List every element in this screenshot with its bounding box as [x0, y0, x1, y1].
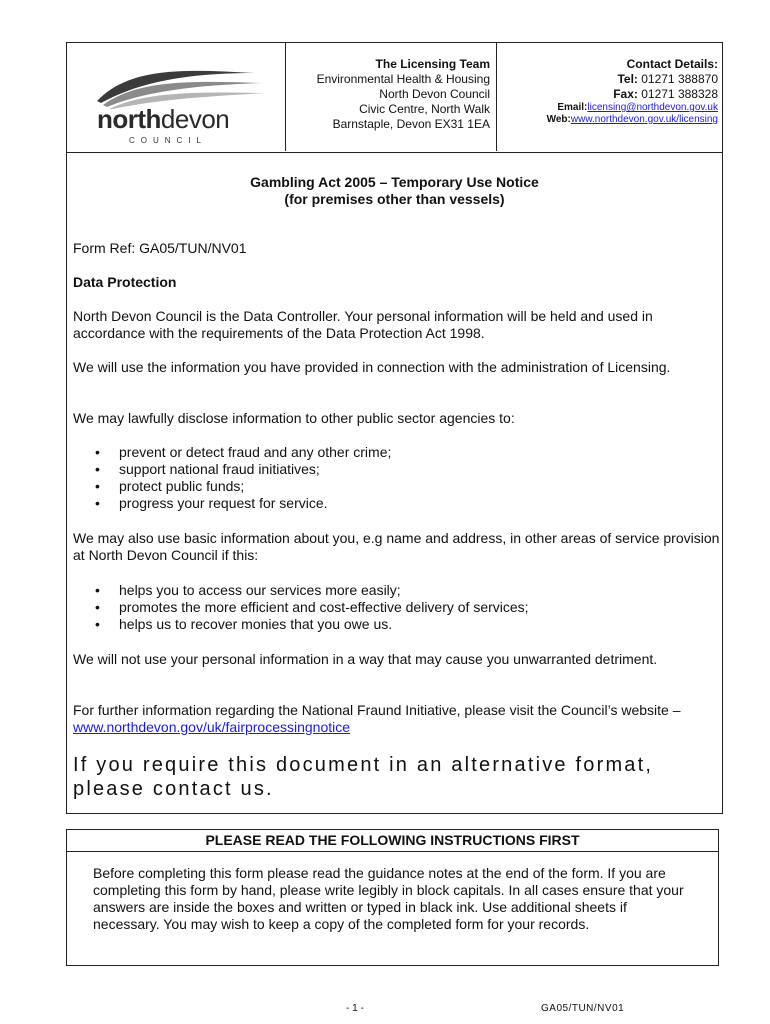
page-number: - 1 -	[346, 1003, 364, 1014]
list-item: • support national fraud initiatives;	[93, 461, 713, 478]
instructions-text: Before completing this form please read the guidance notes at the end of the form. If you are completing this form by hand, please write legibly in block capitals. In all cases ensure that your answers are inside the boxes and written or typed in black ink. Use additional sheets if necessary. You may wish to keep a copy of the completed form for your records.	[93, 865, 684, 932]
list-item: • prevent or detect fraud and any other crime;	[93, 444, 713, 461]
usage-list	[93, 582, 713, 633]
fair-processing-link[interactable]: www.northdevon.gov/uk/fairprocessingnotice	[73, 719, 351, 735]
logo-cell	[67, 43, 286, 151]
list-item: • protect public funds;	[93, 478, 713, 495]
form-ref: Form Ref: GA05/TUN/NV01	[73, 240, 247, 256]
instructions-heading: PLEASE READ THE FOLLOWING INSTRUCTIONS FIRST	[67, 830, 718, 852]
contact-heading: Contact Details:	[626, 57, 718, 71]
paragraph: North Devon Council is the Data Controller. Your personal information will be held and used in accordance with the requirements of the Data Protection Act 1998.	[73, 308, 653, 341]
address-line: Civic Centre, North Walk	[359, 102, 490, 116]
contact-tel: Tel: 01271 388870	[617, 72, 718, 86]
footer-form-ref: GA05/TUN/NV01	[541, 1003, 625, 1014]
contact-email: Email:licensing@northdevon.gov.uk	[557, 102, 718, 113]
data-protection-heading: Data Protection	[73, 274, 177, 290]
logo-wordmark: northdevon	[97, 104, 230, 134]
form-title: Gambling Act 2005 – Temporary Use Notice (for premises other than vessels)	[250, 174, 539, 207]
email-link[interactable]: licensing@northdevon.gov.uk	[587, 102, 718, 113]
paragraph: We may lawfully disclose information to other public sector agencies to:	[73, 410, 515, 426]
letterhead	[67, 43, 722, 153]
paragraph: We will use the information you have provided in connection with the administration of Licensing.	[73, 359, 671, 375]
list-item: • promotes the more efficient and cost-effective delivery of services;	[93, 599, 713, 616]
web-link[interactable]: www.northdevon.gov.uk/licensing	[570, 114, 718, 125]
address-line: North Devon Council	[379, 87, 490, 101]
contact-details	[497, 43, 722, 151]
address-line: Environmental Health & Housing	[316, 72, 490, 86]
paragraph: We may also use basic information about you, e.g name and address, in other areas of service provision at North Devon Council if this:	[73, 530, 720, 563]
address-line: Barnstaple, Devon EX31 1EA	[332, 117, 490, 131]
disclosure-list	[93, 444, 713, 512]
fraud-info-paragraph: For further information regarding the National Fraund Initiative, please visit the Council’s website – www.northdevon.gov/uk/fairprocessingnotice	[73, 702, 681, 735]
contact-web: Web:www.northdevon.gov.uk/licensing	[546, 114, 718, 125]
list-item: • helps us to recover monies that you owe us.	[93, 616, 713, 633]
paragraph: We will not use your personal information in a way that may cause you unwarranted detriment.	[73, 651, 658, 667]
contact-fax: Fax: 01271 388328	[613, 87, 718, 101]
address-line-team: The Licensing Team	[375, 57, 490, 71]
list-item: • helps you to access our services more easily;	[93, 582, 713, 599]
list-item: • progress your request for service.	[93, 495, 713, 512]
form-page-box	[66, 42, 723, 814]
alternative-format-notice: If you require this document in an alternative format, please contact us.	[73, 754, 654, 800]
address-block	[286, 43, 497, 151]
logo-council-text: COUNCIL	[129, 136, 208, 145]
instructions-box	[66, 829, 719, 966]
council-logo-waves	[89, 59, 269, 109]
